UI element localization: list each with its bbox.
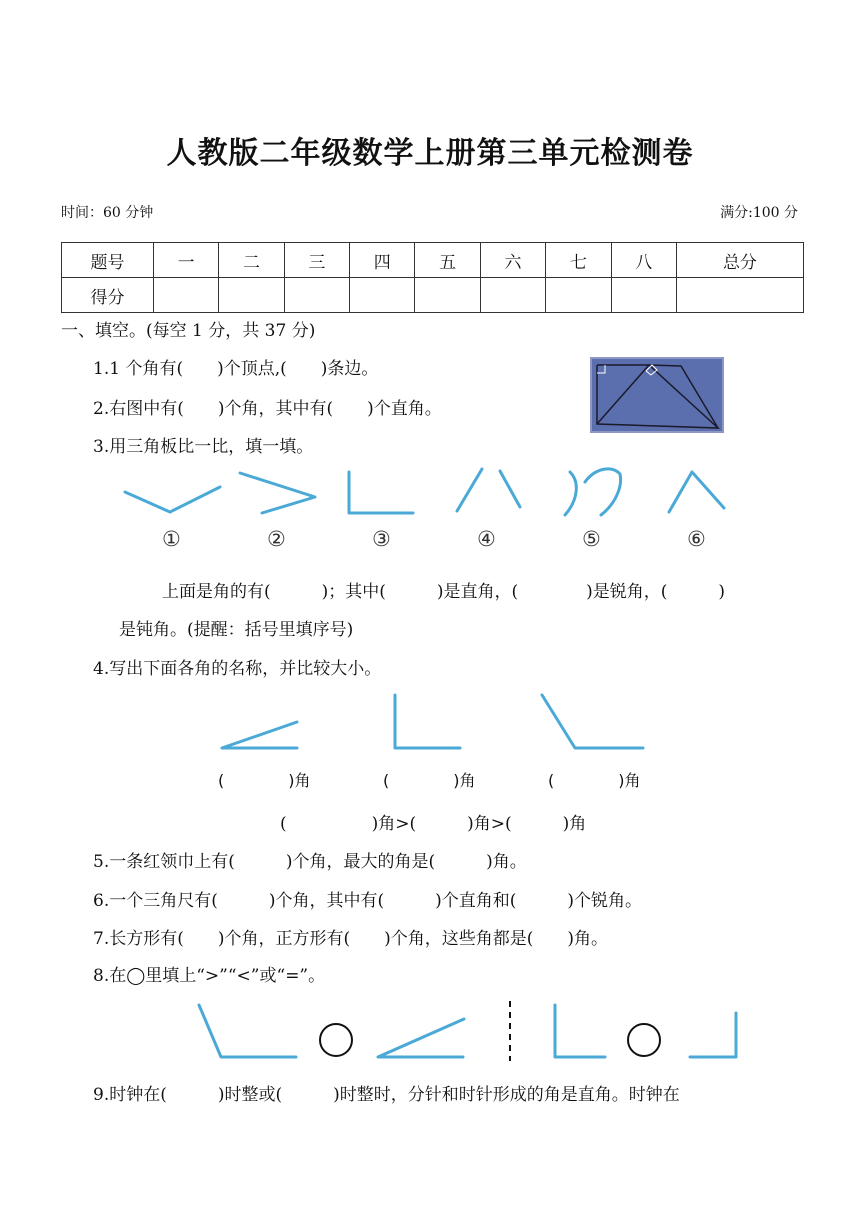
q4-compare: ( )角>( )角>( )角 bbox=[280, 814, 587, 834]
score-table-score-row bbox=[62, 278, 804, 313]
q4-angle-acute bbox=[222, 722, 297, 748]
q4-label: ( )角 bbox=[383, 771, 476, 790]
question-3: 3.用三角板比一比，填一填。 bbox=[93, 437, 314, 457]
header-cell: 六 bbox=[480, 243, 545, 278]
q3-figure-5 bbox=[565, 469, 621, 515]
question-2: 2.右图中有( )个角，其中有( )个直角。 bbox=[93, 399, 442, 419]
header-cell: 二 bbox=[219, 243, 284, 278]
header-cell: 七 bbox=[546, 243, 611, 278]
q3-figures bbox=[0, 460, 860, 560]
question-9: 9.时钟在( )时整或( )时整时，分针和时针形成的角是直角。时钟在 bbox=[93, 1085, 680, 1105]
page-title: 人教版二年级数学上册第三单元检测卷 bbox=[166, 136, 694, 171]
score-cell[interactable] bbox=[480, 278, 545, 313]
q4-label: ( )角 bbox=[218, 771, 311, 790]
question-3-line-2: 是钝角。(提醒：括号里填序号) bbox=[119, 620, 354, 640]
triangle-figure-image bbox=[591, 358, 723, 432]
header-cell: 五 bbox=[415, 243, 480, 278]
q8-angle-obtuse bbox=[199, 1005, 296, 1057]
score-cell[interactable] bbox=[154, 278, 219, 313]
q8-angle-acute bbox=[378, 1019, 464, 1057]
score-cell[interactable] bbox=[611, 278, 676, 313]
compare-circle-icon bbox=[320, 1024, 352, 1056]
score-table-header-row bbox=[62, 243, 804, 278]
header-cell: 八 bbox=[611, 243, 676, 278]
q3-figure-1 bbox=[125, 487, 220, 512]
question-6: 6.一个三角尺有( )个角，其中有( )个直角和( )个锐角。 bbox=[93, 891, 643, 911]
score-label: 满分:100 分 bbox=[720, 205, 798, 221]
row-label: 得分 bbox=[62, 278, 154, 313]
score-cell[interactable] bbox=[676, 278, 803, 313]
q3-figure-4b bbox=[500, 471, 520, 507]
compare-circle-icon bbox=[628, 1024, 660, 1056]
score-cell[interactable] bbox=[350, 278, 415, 313]
q3-figure-6 bbox=[669, 472, 724, 512]
score-table bbox=[61, 242, 804, 313]
header-cell: 三 bbox=[284, 243, 349, 278]
score-cell[interactable] bbox=[219, 278, 284, 313]
q8-angle-right-1 bbox=[555, 1005, 605, 1057]
q8-angle-right-2 bbox=[690, 1013, 736, 1057]
header-cell: 总分 bbox=[676, 243, 803, 278]
q3-figure-2 bbox=[240, 473, 315, 513]
q3-marker: ③ bbox=[372, 527, 391, 551]
question-7: 7.长方形有( )个角，正方形有( )个角，这些角都是( )角。 bbox=[93, 929, 609, 949]
q3-marker: ② bbox=[267, 527, 286, 551]
section-heading: 一、填空。(每空 1 分，共 37 分) bbox=[61, 321, 316, 341]
header-cell: 题号 bbox=[62, 243, 154, 278]
q4-figures bbox=[0, 690, 860, 760]
score-cell[interactable] bbox=[284, 278, 349, 313]
time-label: 时间：60 分钟 bbox=[61, 205, 154, 221]
question-1: 1.1 个角有( )个顶点,( )条边。 bbox=[93, 359, 379, 379]
question-4: 4.写出下面各角的名称，并比较大小。 bbox=[93, 659, 382, 679]
q3-marker: ① bbox=[162, 527, 181, 551]
header-cell: 四 bbox=[350, 243, 415, 278]
question-5: 5.一条红领巾上有( )个角，最大的角是( )角。 bbox=[93, 852, 527, 872]
header-cell: 一 bbox=[154, 243, 219, 278]
score-cell[interactable] bbox=[546, 278, 611, 313]
q3-marker: ⑥ bbox=[687, 527, 706, 551]
question-8: 8.在◯里填上“>”“<”或“=”。 bbox=[93, 966, 326, 986]
q3-marker: ④ bbox=[477, 527, 496, 551]
q4-angle-obtuse bbox=[542, 695, 643, 748]
q3-figure-4a bbox=[457, 469, 482, 511]
q4-label: ( )角 bbox=[548, 771, 641, 790]
q4-angle-right bbox=[395, 695, 460, 748]
score-cell[interactable] bbox=[415, 278, 480, 313]
q3-figure-3 bbox=[349, 472, 413, 513]
q3-marker: ⑤ bbox=[582, 527, 601, 551]
q8-figures bbox=[0, 995, 860, 1065]
question-3-line-1: 上面是角的有( )；其中( )是直角，( )是锐角，( ) bbox=[162, 582, 726, 602]
